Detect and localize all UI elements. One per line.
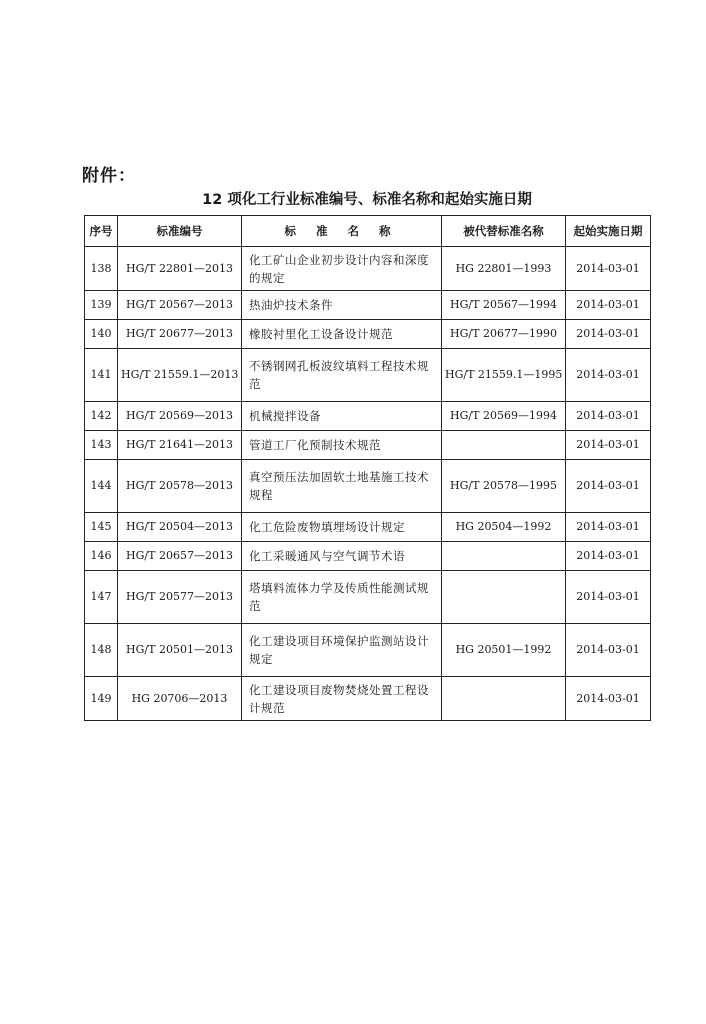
- row-replaced: HG/T 20578—1995: [442, 460, 566, 513]
- row-name: 化工采暖通风与空气调节术语: [242, 542, 442, 571]
- row-no: 142: [85, 402, 118, 431]
- header-code: 标准编号: [118, 216, 242, 247]
- row-name: 化工建设项目环境保护监测站设计规定: [242, 624, 442, 677]
- table-header-row: [85, 216, 651, 247]
- table-row: [85, 571, 651, 624]
- row-code: HG/T 20577—2013: [118, 571, 242, 624]
- row-date: 2014-03-01: [566, 513, 651, 542]
- row-date: 2014-03-01: [566, 571, 651, 624]
- row-date: 2014-03-01: [566, 320, 651, 349]
- row-date: 2014-03-01: [566, 402, 651, 431]
- row-code: HG/T 20501—2013: [118, 624, 242, 677]
- row-date: 2014-03-01: [566, 247, 651, 291]
- row-no: 147: [85, 571, 118, 624]
- table-row: [85, 349, 651, 402]
- row-name: 管道工厂化预制技术规范: [242, 431, 442, 460]
- header-name: 标 准 名 称: [242, 216, 442, 247]
- row-code: HG/T 20569—2013: [118, 402, 242, 431]
- table-row: [85, 402, 651, 431]
- table-row: [85, 291, 651, 320]
- table-row: [85, 247, 651, 291]
- row-no: 143: [85, 431, 118, 460]
- row-no: 148: [85, 624, 118, 677]
- row-replaced: HG 20504—1992: [442, 513, 566, 542]
- row-replaced: HG/T 20569—1994: [442, 402, 566, 431]
- row-code: HG/T 22801—2013: [118, 247, 242, 291]
- row-replaced: HG/T 20677—1990: [442, 320, 566, 349]
- row-code: HG/T 20657—2013: [118, 542, 242, 571]
- row-name: 化工矿山企业初步设计内容和深度的规定: [242, 247, 442, 291]
- attachment-label: 附件：: [82, 166, 136, 186]
- row-date: 2014-03-01: [566, 291, 651, 320]
- row-name: 化工危险废物填埋场设计规定: [242, 513, 442, 542]
- table-row: [85, 542, 651, 571]
- row-no: 144: [85, 460, 118, 513]
- row-date: 2014-03-01: [566, 624, 651, 677]
- row-name: 真空预压法加固软土地基施工技术规程: [242, 460, 442, 513]
- table-row: [85, 513, 651, 542]
- row-replaced: HG/T 20567—1994: [442, 291, 566, 320]
- row-replaced: HG/T 21559.1—1995: [442, 349, 566, 402]
- row-code: HG/T 20677—2013: [118, 320, 242, 349]
- row-name: 热油炉技术条件: [242, 291, 442, 320]
- row-name: 塔填料流体力学及传质性能测试规范: [242, 571, 442, 624]
- row-no: 146: [85, 542, 118, 571]
- row-no: 139: [85, 291, 118, 320]
- row-replaced: [442, 542, 566, 571]
- header-replaced: 被代替标准名称: [442, 216, 566, 247]
- row-code: HG/T 21641—2013: [118, 431, 242, 460]
- table-row: [85, 460, 651, 513]
- header-no: 序号: [85, 216, 118, 247]
- row-replaced: [442, 677, 566, 721]
- row-no: 145: [85, 513, 118, 542]
- row-date: 2014-03-01: [566, 677, 651, 721]
- row-no: 138: [85, 247, 118, 291]
- row-name: 化工建设项目废物焚烧处置工程设计规范: [242, 677, 442, 721]
- table-row: [85, 320, 651, 349]
- row-name: 机械搅拌设备: [242, 402, 442, 431]
- row-no: 149: [85, 677, 118, 721]
- row-date: 2014-03-01: [566, 460, 651, 513]
- row-date: 2014-03-01: [566, 431, 651, 460]
- document-title: 12 项化工行业标准编号、标准名称和起始实施日期: [202, 192, 532, 208]
- row-code: HG/T 20578—2013: [118, 460, 242, 513]
- row-code: HG 20706—2013: [118, 677, 242, 721]
- row-date: 2014-03-01: [566, 349, 651, 402]
- header-date: 起始实施日期: [566, 216, 651, 247]
- row-code: HG/T 20504—2013: [118, 513, 242, 542]
- row-replaced: HG 20501—1992: [442, 624, 566, 677]
- row-no: 141: [85, 349, 118, 402]
- row-date: 2014-03-01: [566, 542, 651, 571]
- row-code: HG/T 20567—2013: [118, 291, 242, 320]
- row-no: 140: [85, 320, 118, 349]
- row-code: HG/T 21559.1—2013: [118, 349, 242, 402]
- row-replaced: HG 22801—1993: [442, 247, 566, 291]
- table-row: [85, 624, 651, 677]
- row-replaced: [442, 431, 566, 460]
- row-name: 橡胶衬里化工设备设计规范: [242, 320, 442, 349]
- row-replaced: [442, 571, 566, 624]
- row-name: 不锈钢网孔板波纹填料工程技术规范: [242, 349, 442, 402]
- standards-table: [84, 215, 651, 721]
- table-row: [85, 431, 651, 460]
- table-row: [85, 677, 651, 721]
